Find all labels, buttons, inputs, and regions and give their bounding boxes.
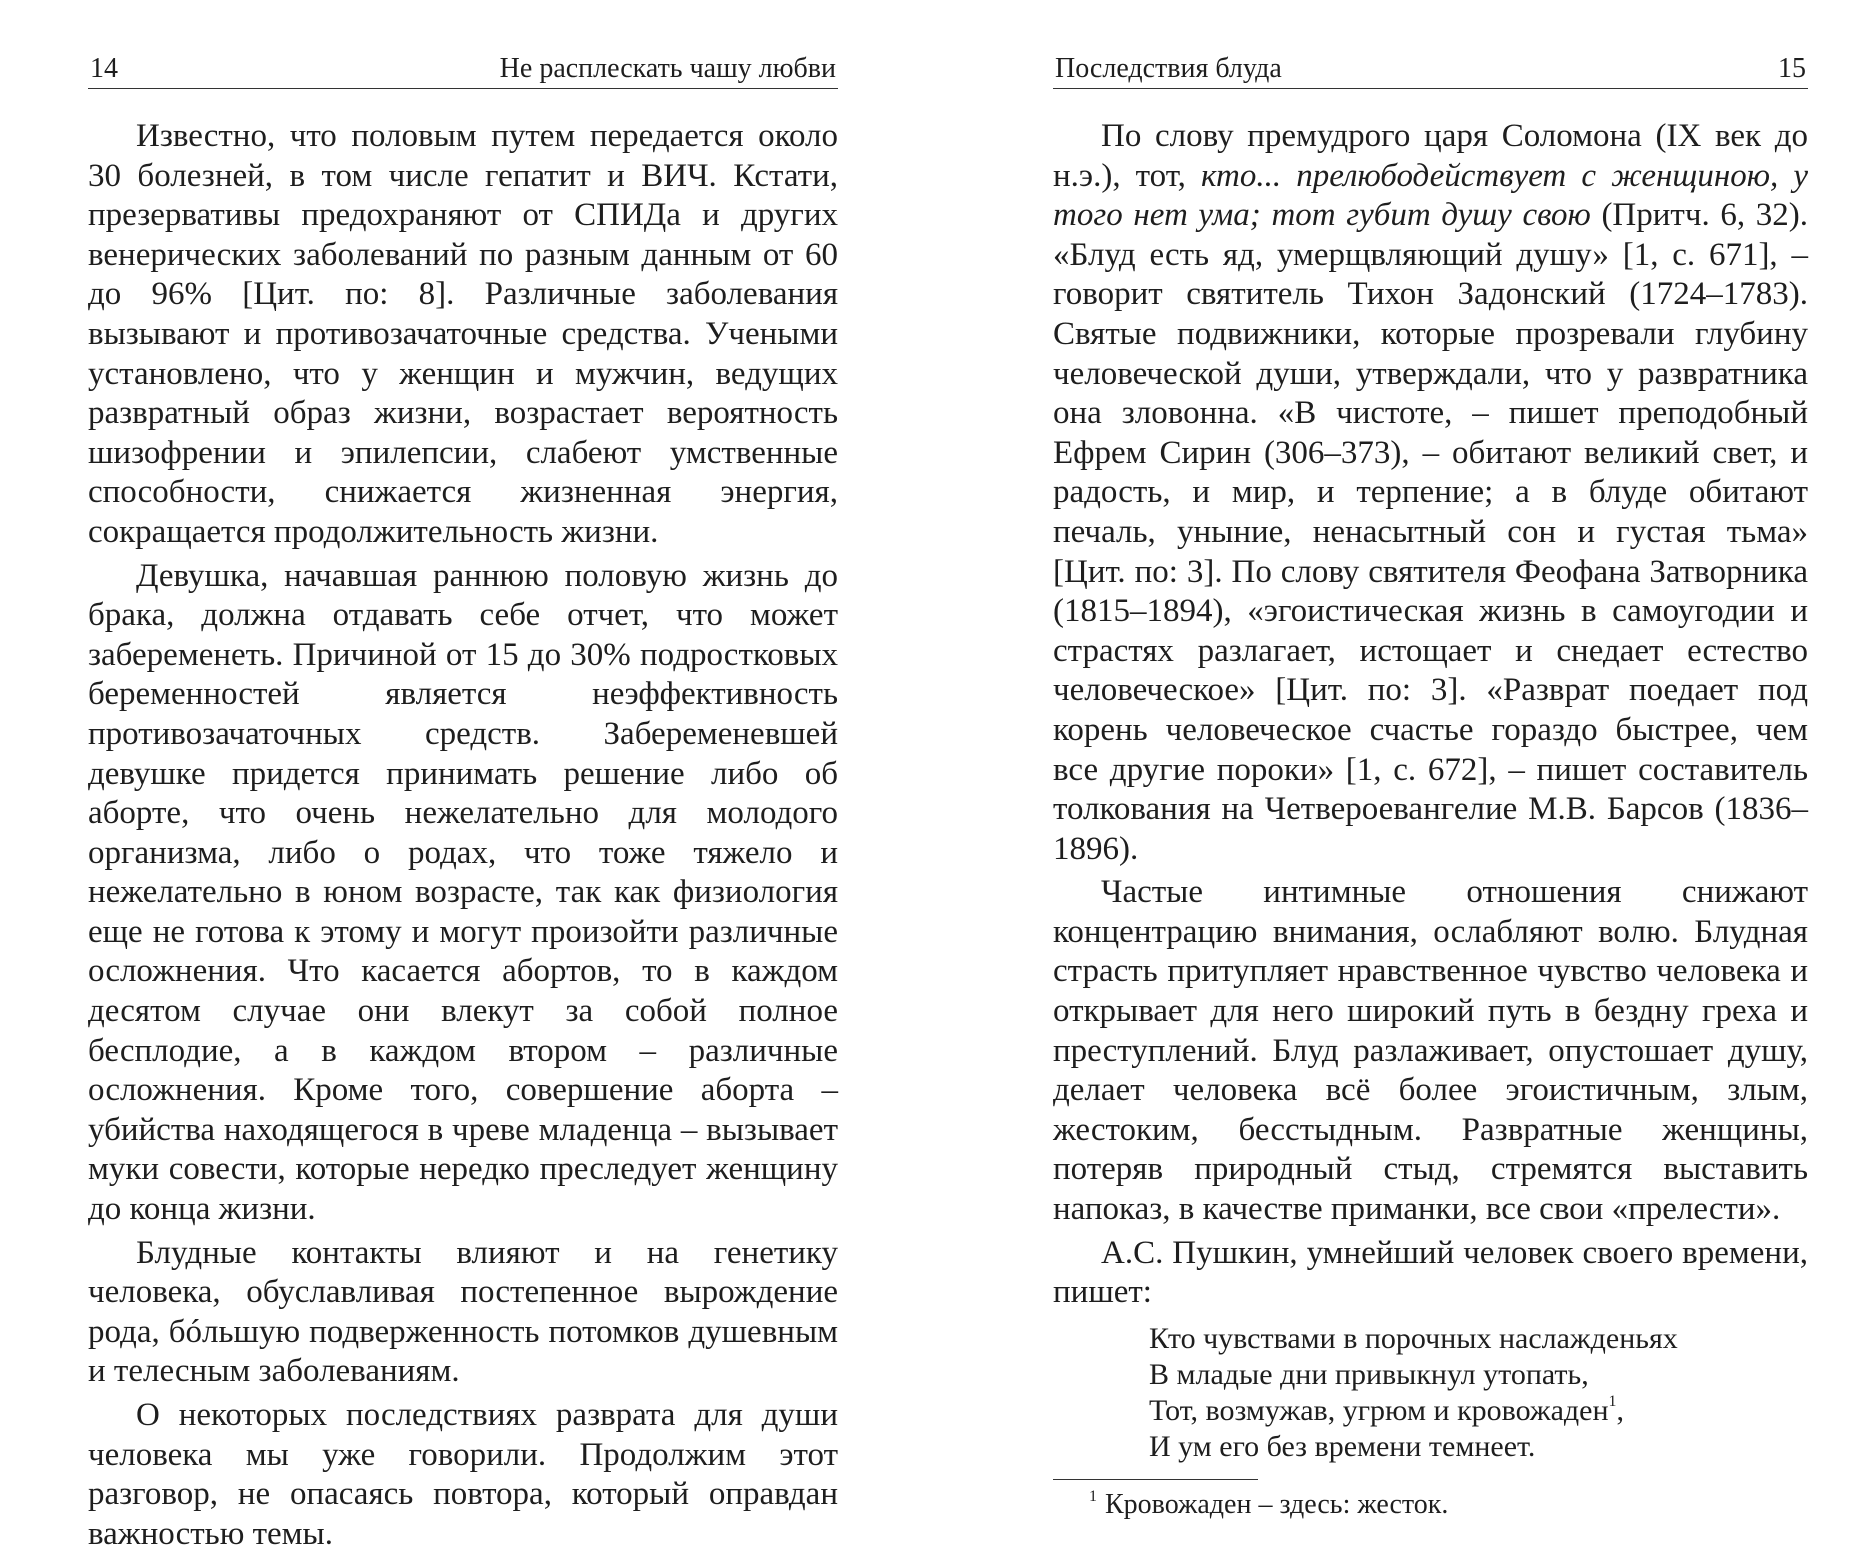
poem-line-4: И ум его без времени темнеет. (1149, 1429, 1536, 1463)
right-paragraph-1 (1053, 117, 1808, 869)
poem-line-3 (1149, 1393, 1808, 1429)
right-paragraph-3: А.С. Пушкин, умнейший человек своего времени, пишет: (1053, 1234, 1808, 1311)
right-running-head (1053, 50, 1808, 89)
footnote-text: Кровожаден – здесь: жесток. (1105, 1488, 1449, 1520)
footnote-divider (1053, 1479, 1258, 1480)
page-number-right: 15 (1778, 53, 1806, 84)
left-paragraph-2: Девушка, начавшая раннюю половую жизнь до брака, должна отдавать себе отчет, что может забеременеть. Причиной от 15 до 30% подростковых беременностей является неэффективность противозачаточных средств. Забеременевшей девушке придется принимать решение либо об аборте, что очень нежелательно для молодого организма, либо о родах, что тоже тяжело и нежелательно в юном возрасте, так как физиология еще не готова к этому и могут произойти различные осложнения. Что касается абортов, то в каждом десятом случае они влекут за собой полное бесплодие, а в каждом втором – различные осложнения. Кроме того, совершение аборта – убийства находящегося в чреве младенца – вызывает муки совести, которые нередко преследует женщину до конца жизни. (88, 557, 838, 1228)
footnote-number: 1 (1089, 1487, 1097, 1505)
poem-line-3-text: Тот, возмужав, угрюм и кровожаден (1149, 1393, 1609, 1427)
running-title-left: Не расплескать чашу любви (499, 53, 836, 84)
scripture-quote: кто... прелюбодействует с женщиною, у того нет ума; тот губит душу свою (1053, 157, 1808, 234)
left-paragraph-3: Блудные контакты влияют и на генетику человека, обуславливая постепенное вырождение рода, бóльшую подверженность потомков душевным и телесным заболеваниям. (88, 1234, 838, 1390)
left-paragraph-1: Известно, что половым путем передается около 30 болезней, в том числе гепатит и ВИЧ. Кстати, презервативы предохраняют от СПИДа и других венерических заболеваний по разным данным от 60 до 96% [Цит. по: 8]. Различные заболевания вызывают и противозачаточные средства. Учеными установлено, что у женщин и мужчин, ведущих развратный образ жизни, возрастает вероятность шизофрении и эпилепсии, слабеют умственные способности, снижается жизненная энергия, сокращается продолжительность жизни. (88, 118, 838, 550)
right-paragraph-2: Частые интимные отношения снижают концентрацию внимания, ослабляют волю. Блудная страсть притупляет нравственное чувство человека и открывает для него широкий путь в бездну греха и преступлений. Блуд разлаживает, опустошает душу, делает человека всё более эгоистичным, злым, жестоким, бесстыдным. Развратные женщины, потеряв природный стыд, стремятся выставить напоказ, в качестве приманки, все свои «прелести». (1053, 874, 1808, 1228)
left-body-text (88, 117, 838, 1554)
left-paragraph-4: О некоторых последствиях разврата для души человека мы уже говорили. Продолжим этот разговор, не опасаясь повтора, который оправдан важностью темы. (88, 1397, 838, 1552)
running-title-right: Последствия блуда (1055, 53, 1282, 84)
left-page (88, 0, 838, 1552)
p1-before-quote: По слову премудрого царя Соломона (IX век до н.э.), тот, (1053, 118, 1808, 194)
right-page (1053, 0, 1808, 1520)
poem-line-2: В младые дни привыкнул утопать, (1149, 1357, 1589, 1391)
right-body-text (1053, 117, 1808, 1522)
p1-after-quote: (Притч. 6, 32). «Блуд есть яд, умерщвляющий душу» [1, с. 671], – говорит святитель Тихон Задонский (1724–1783). Святые подвижники, которые прозревали глубину человеческой души, утверждали, что у развратника она зловонна. «В чистоте, – пишет преподобный Ефрем Сирин (306–373), – обитают великий свет, и радость, и мир, и терпение; а в блуде обитают печаль, уныние, ненасытный сон и густая тьма» [Цит. по: 3]. По слову святителя Феофана Затворника (1815–1894), «эгоистическая жизнь в самоугодии и страстях разлагает, истощает и снедает естество человеческое» [Цит. по: 3]. «Разврат поедает под корень человеческое счастье гораздо быстрее, чем все другие пороки» [1, с. 672], – пишет составитель толкования на Четвероевангелие М.В. Барсов (1836–1896). (1053, 197, 1808, 867)
page-number-left: 14 (90, 53, 118, 84)
poem-line-3-end: , (1616, 1393, 1625, 1427)
poem (1149, 1321, 1808, 1465)
left-running-head (88, 50, 838, 89)
footnote-marker: 1 (1608, 1392, 1617, 1410)
poem-line-1: Кто чувствами в порочных наслажденьях (1149, 1321, 1678, 1355)
footnote (1089, 1488, 1808, 1522)
